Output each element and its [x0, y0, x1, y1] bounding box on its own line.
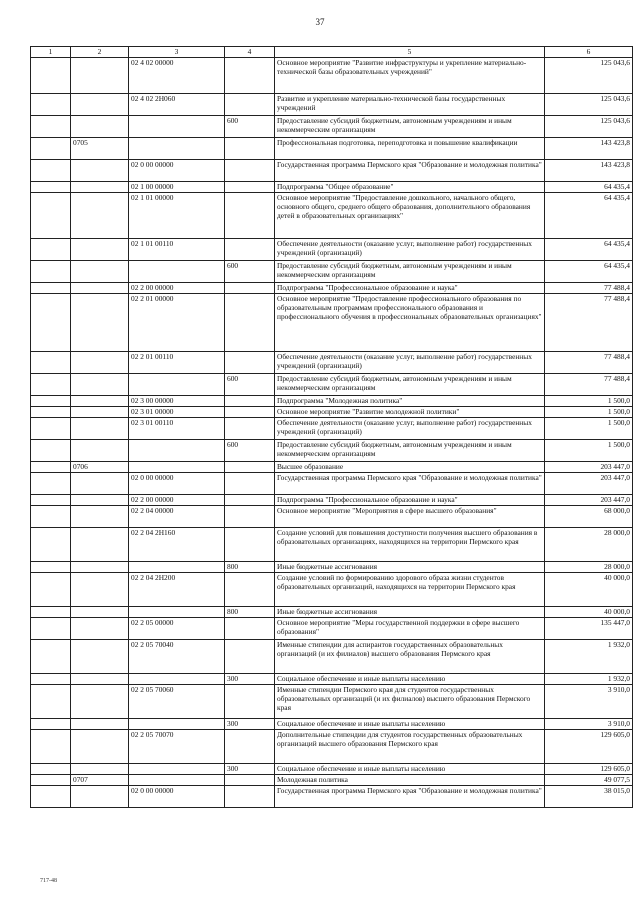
table-row: [31, 283, 633, 294]
cell-c5: Обеспечение деятельности (оказание услуг, выполнение работ) государственных учреждений (организаций): [275, 352, 545, 374]
table-body: [31, 58, 633, 808]
cell-c1: [31, 94, 71, 116]
cell-c6: 1 500,0: [545, 418, 633, 440]
cell-c2: [71, 685, 129, 719]
cell-c5: Молодежная политика: [275, 775, 545, 786]
table-row: [31, 618, 633, 640]
cell-c1: [31, 116, 71, 138]
table-row: [31, 94, 633, 116]
cell-c4: [225, 573, 275, 607]
cell-c2: [71, 495, 129, 506]
cell-c2: [71, 440, 129, 462]
column-header: 2: [71, 47, 129, 58]
cell-c3: 02 2 04 2Н160: [129, 528, 225, 562]
cell-c4: [225, 407, 275, 418]
cell-c6: 77 488,4: [545, 283, 633, 294]
cell-c3: 02 2 05 70060: [129, 685, 225, 719]
cell-c5: Социальное обеспечение и иные выплаты населению: [275, 764, 545, 775]
table-row: [31, 407, 633, 418]
cell-c3: [129, 607, 225, 618]
cell-c2: [71, 94, 129, 116]
cell-c3: 02 3 01 00110: [129, 418, 225, 440]
cell-c5: Основное мероприятие "Развитие инфраструктуры и укрепление материально-технической базы образовательных учреждений": [275, 58, 545, 94]
cell-c4: [225, 730, 275, 764]
cell-c5: Основное мероприятие "Предоставление дошкольного, начального общего, основного общего, среднего общего образования, дополнительного образования детей в образовательных организациях": [275, 193, 545, 239]
cell-c6: 28 000,0: [545, 528, 633, 562]
cell-c5: Предоставление субсидий бюджетным, автономным учреждениям и иным некоммерческим организациям: [275, 261, 545, 283]
cell-c1: [31, 261, 71, 283]
cell-c1: [31, 352, 71, 374]
cell-c3: 02 2 01 00000: [129, 294, 225, 352]
cell-c4: 800: [225, 607, 275, 618]
column-header: 3: [129, 47, 225, 58]
cell-c4: 600: [225, 261, 275, 283]
cell-c4: [225, 506, 275, 528]
cell-c1: [31, 58, 71, 94]
table-row: [31, 374, 633, 396]
cell-c5: Основное мероприятие "Предоставление профессионального образования по образовательным программам профессионального образования и профессионального обучения в профессиональных образовательных организациях": [275, 294, 545, 352]
cell-c1: [31, 685, 71, 719]
cell-c6: 1 932,0: [545, 674, 633, 685]
cell-c6: 203 447,0: [545, 462, 633, 473]
cell-c5: Подпрограмма "Профессиональное образование и наука": [275, 283, 545, 294]
table-row: [31, 58, 633, 94]
cell-c5: Социальное обеспечение и иные выплаты населению: [275, 674, 545, 685]
cell-c4: [225, 193, 275, 239]
cell-c5: Обеспечение деятельности (оказание услуг, выполнение работ) государственных учреждений (организаций): [275, 418, 545, 440]
cell-c3: 02 2 05 00000: [129, 618, 225, 640]
cell-c4: [225, 94, 275, 116]
cell-c1: [31, 182, 71, 193]
cell-c4: 600: [225, 440, 275, 462]
cell-c2: [71, 719, 129, 730]
cell-c4: 600: [225, 116, 275, 138]
cell-c6: 77 488,4: [545, 294, 633, 352]
cell-c4: [225, 775, 275, 786]
cell-c3: 02 2 00 00000: [129, 495, 225, 506]
table-row: [31, 239, 633, 261]
cell-c6: 135 447,0: [545, 618, 633, 640]
cell-c6: 3 910,0: [545, 685, 633, 719]
cell-c4: [225, 685, 275, 719]
cell-c6: 129 605,0: [545, 730, 633, 764]
cell-c2: [71, 116, 129, 138]
cell-c6: 1 932,0: [545, 640, 633, 674]
table-row: [31, 440, 633, 462]
cell-c1: [31, 473, 71, 495]
cell-c2: [71, 674, 129, 685]
cell-c5: Предоставление субсидий бюджетным, автономным учреждениям и иным некоммерческим организациям: [275, 440, 545, 462]
cell-c2: [71, 786, 129, 808]
cell-c3: [129, 674, 225, 685]
cell-c3: 02 2 04 2Н200: [129, 573, 225, 607]
table-row: [31, 261, 633, 283]
cell-c2: [71, 573, 129, 607]
cell-c6: 28 000,0: [545, 562, 633, 573]
cell-c4: [225, 495, 275, 506]
cell-c6: 68 000,0: [545, 506, 633, 528]
cell-c6: 1 500,0: [545, 440, 633, 462]
cell-c3: 02 1 00 00000: [129, 182, 225, 193]
cell-c3: 02 2 05 70040: [129, 640, 225, 674]
cell-c5: Развитие и укрепление материально-технической базы государственных учреждений: [275, 94, 545, 116]
cell-c3: 02 0 00 00000: [129, 160, 225, 182]
cell-c5: Иные бюджетные ассигнования: [275, 607, 545, 618]
cell-c6: 40 000,0: [545, 607, 633, 618]
column-header: 5: [275, 47, 545, 58]
cell-c3: [129, 719, 225, 730]
table-row: [31, 506, 633, 528]
cell-c4: [225, 618, 275, 640]
cell-c6: 129 605,0: [545, 764, 633, 775]
cell-c3: [129, 261, 225, 283]
footer-code: 717-48: [40, 878, 57, 884]
cell-c5: Подпрограмма "Молодежная политика": [275, 396, 545, 407]
cell-c5: Именные стипендии для аспирантов государственных образовательных организаций (и их филиалов) высшего образования Пермского края: [275, 640, 545, 674]
cell-c1: [31, 730, 71, 764]
cell-c5: Высшее образование: [275, 462, 545, 473]
table-row: [31, 685, 633, 719]
cell-c4: [225, 182, 275, 193]
cell-c5: Основное мероприятие "Мероприятия в сфере высшего образования": [275, 506, 545, 528]
cell-c3: [129, 116, 225, 138]
table-row: [31, 473, 633, 495]
cell-c2: [71, 730, 129, 764]
cell-c5: Основное мероприятие "Меры государственной поддержки в сфере высшего образования": [275, 618, 545, 640]
cell-c1: [31, 775, 71, 786]
table-row: [31, 719, 633, 730]
cell-c6: 77 488,4: [545, 352, 633, 374]
cell-c5: Социальное обеспечение и иные выплаты населению: [275, 719, 545, 730]
table-row: [31, 730, 633, 764]
cell-c2: [71, 261, 129, 283]
cell-c4: [225, 473, 275, 495]
cell-c2: 0706: [71, 462, 129, 473]
cell-c2: [71, 506, 129, 528]
table-row: [31, 294, 633, 352]
cell-c4: 600: [225, 374, 275, 396]
table-row: [31, 573, 633, 607]
cell-c3: 02 2 04 00000: [129, 506, 225, 528]
cell-c6: 125 043,6: [545, 94, 633, 116]
cell-c2: [71, 640, 129, 674]
cell-c5: Иные бюджетные ассигнования: [275, 562, 545, 573]
cell-c4: [225, 352, 275, 374]
table-row: [31, 160, 633, 182]
page-number: 37: [315, 17, 325, 27]
table-row: [31, 640, 633, 674]
cell-c1: [31, 640, 71, 674]
cell-c2: [71, 160, 129, 182]
cell-c1: [31, 407, 71, 418]
cell-c3: 02 4 02 00000: [129, 58, 225, 94]
cell-c5: Профессиональная подготовка, переподготовка и повышение квалификации: [275, 138, 545, 160]
cell-c6: 143 423,8: [545, 160, 633, 182]
cell-c2: [71, 764, 129, 775]
cell-c5: Предоставление субсидий бюджетным, автономным учреждениям и иным некоммерческим организациям: [275, 374, 545, 396]
cell-c3: 02 4 02 2Н060: [129, 94, 225, 116]
cell-c2: [71, 607, 129, 618]
cell-c4: [225, 786, 275, 808]
cell-c6: 40 000,0: [545, 573, 633, 607]
cell-c1: [31, 418, 71, 440]
cell-c1: [31, 193, 71, 239]
cell-c5: Государственная программа Пермского края "Образование и молодежная политика": [275, 160, 545, 182]
table-row: [31, 786, 633, 808]
cell-c3: [129, 775, 225, 786]
table-row: [31, 495, 633, 506]
cell-c4: 300: [225, 764, 275, 775]
cell-c2: [71, 352, 129, 374]
table-row: [31, 674, 633, 685]
cell-c2: [71, 239, 129, 261]
cell-c1: [31, 440, 71, 462]
cell-c1: [31, 719, 71, 730]
cell-c5: Государственная программа Пермского края "Образование и молодежная политика": [275, 473, 545, 495]
cell-c3: [129, 138, 225, 160]
column-header: 1: [31, 47, 71, 58]
cell-c3: 02 2 05 70070: [129, 730, 225, 764]
cell-c2: [71, 283, 129, 294]
cell-c1: [31, 239, 71, 261]
table-row: [31, 396, 633, 407]
table-row: [31, 607, 633, 618]
cell-c6: 64 435,4: [545, 193, 633, 239]
cell-c1: [31, 607, 71, 618]
cell-c6: 1 500,0: [545, 407, 633, 418]
cell-c3: [129, 764, 225, 775]
cell-c6: 64 435,4: [545, 261, 633, 283]
table-row: [31, 352, 633, 374]
cell-c4: 800: [225, 562, 275, 573]
cell-c2: [71, 294, 129, 352]
cell-c6: 49 077,5: [545, 775, 633, 786]
cell-c2: 0707: [71, 775, 129, 786]
column-header: 4: [225, 47, 275, 58]
cell-c4: 300: [225, 719, 275, 730]
cell-c3: 02 0 00 00000: [129, 786, 225, 808]
cell-c1: [31, 138, 71, 160]
cell-c1: [31, 764, 71, 775]
cell-c2: [71, 396, 129, 407]
cell-c1: [31, 283, 71, 294]
cell-c6: 203 447,0: [545, 473, 633, 495]
table-row: [31, 116, 633, 138]
cell-c3: 02 2 01 00110: [129, 352, 225, 374]
cell-c3: 02 0 00 00000: [129, 473, 225, 495]
table-row: [31, 775, 633, 786]
cell-c1: [31, 160, 71, 182]
cell-c6: 125 043,6: [545, 116, 633, 138]
table-row: [31, 764, 633, 775]
cell-c5: Создание условий по формированию здорового образа жизни студентов образовательных организаций, находящихся на территории Пермского края: [275, 573, 545, 607]
cell-c5: Подпрограмма "Профессиональное образование и наука": [275, 495, 545, 506]
cell-c3: [129, 562, 225, 573]
cell-c2: [71, 473, 129, 495]
table-row: [31, 193, 633, 239]
table-row: [31, 138, 633, 160]
cell-c6: 64 435,4: [545, 182, 633, 193]
cell-c6: 77 488,4: [545, 374, 633, 396]
cell-c1: [31, 786, 71, 808]
cell-c1: [31, 528, 71, 562]
cell-c4: [225, 396, 275, 407]
cell-c3: [129, 440, 225, 462]
cell-c4: [225, 160, 275, 182]
cell-c2: [71, 528, 129, 562]
cell-c6: 3 910,0: [545, 719, 633, 730]
cell-c2: [71, 182, 129, 193]
cell-c6: 38 015,0: [545, 786, 633, 808]
cell-c4: [225, 528, 275, 562]
cell-c2: [71, 562, 129, 573]
cell-c4: [225, 283, 275, 294]
cell-c6: 1 500,0: [545, 396, 633, 407]
cell-c1: [31, 618, 71, 640]
cell-c6: 203 447,0: [545, 495, 633, 506]
cell-c1: [31, 374, 71, 396]
cell-c3: [129, 374, 225, 396]
budget-table: [30, 46, 633, 808]
cell-c5: Предоставление субсидий бюджетным, автономным учреждениям и иным некоммерческим организациям: [275, 116, 545, 138]
cell-c2: 0705: [71, 138, 129, 160]
table-row: [31, 418, 633, 440]
cell-c2: [71, 374, 129, 396]
cell-c1: [31, 462, 71, 473]
cell-c6: 64 435,4: [545, 239, 633, 261]
cell-c3: 02 2 00 00000: [129, 283, 225, 294]
cell-c6: 125 043,6: [545, 58, 633, 94]
cell-c5: Создание условий для повышения доступности получения высшего образования в образовательных организациях, находящихся на территории Пермского края: [275, 528, 545, 562]
cell-c4: [225, 294, 275, 352]
table-row: [31, 462, 633, 473]
cell-c6: 143 423,8: [545, 138, 633, 160]
column-header: 6: [545, 47, 633, 58]
cell-c3: [129, 462, 225, 473]
cell-c4: [225, 640, 275, 674]
cell-c5: Основное мероприятие "Развитие молодежной политики": [275, 407, 545, 418]
cell-c3: 02 3 00 00000: [129, 396, 225, 407]
cell-c5: Обеспечение деятельности (оказание услуг, выполнение работ) государственных учреждений (организаций): [275, 239, 545, 261]
cell-c1: [31, 294, 71, 352]
cell-c1: [31, 506, 71, 528]
cell-c2: [71, 618, 129, 640]
table-row: [31, 528, 633, 562]
cell-c1: [31, 495, 71, 506]
table-row: [31, 182, 633, 193]
table-header-row: [31, 47, 633, 58]
cell-c3: 02 1 01 00000: [129, 193, 225, 239]
cell-c4: [225, 138, 275, 160]
table-row: [31, 562, 633, 573]
cell-c4: [225, 58, 275, 94]
cell-c1: [31, 396, 71, 407]
cell-c5: Государственная программа Пермского края "Образование и молодежная политика": [275, 786, 545, 808]
cell-c1: [31, 674, 71, 685]
cell-c1: [31, 562, 71, 573]
cell-c2: [71, 193, 129, 239]
cell-c5: Именные стипендии Пермского края для студентов государственных образовательных организаций (и их филиалов) высшего образования Пермского края: [275, 685, 545, 719]
cell-c3: 02 3 01 00000: [129, 407, 225, 418]
cell-c5: Подпрограмма "Общее образование": [275, 182, 545, 193]
cell-c2: [71, 407, 129, 418]
cell-c2: [71, 418, 129, 440]
cell-c4: [225, 418, 275, 440]
cell-c1: [31, 573, 71, 607]
cell-c3: 02 1 01 00110: [129, 239, 225, 261]
cell-c2: [71, 58, 129, 94]
cell-c4: 300: [225, 674, 275, 685]
cell-c5: Дополнительные стипендии для студентов государственных образовательных организаций высшего образования Пермского края: [275, 730, 545, 764]
cell-c4: [225, 239, 275, 261]
cell-c4: [225, 462, 275, 473]
